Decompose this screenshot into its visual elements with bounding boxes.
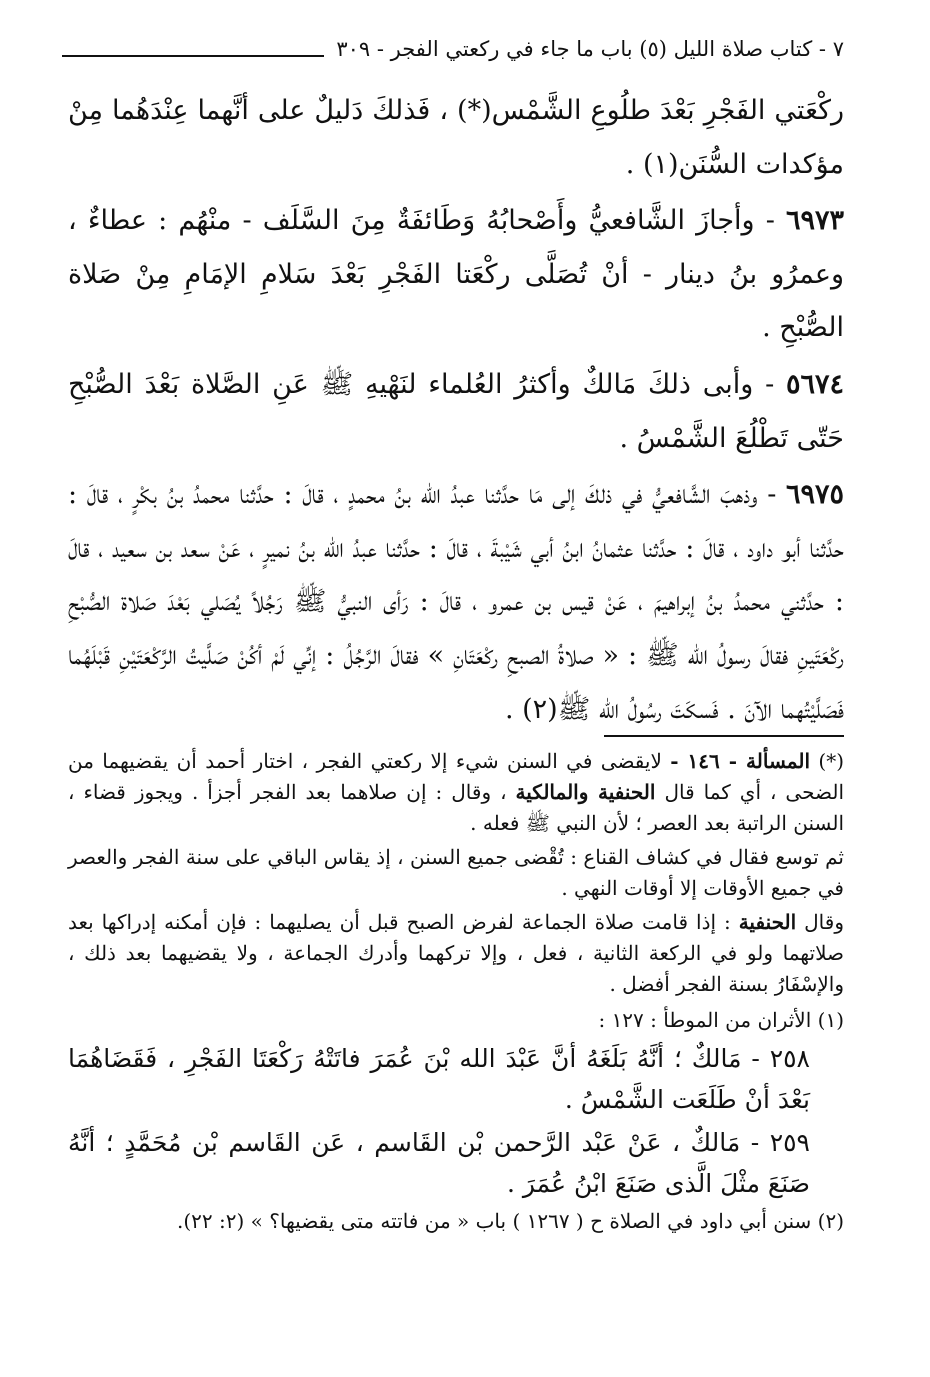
footnote-1-heading: (١) الأثران من الموطأ : ١٢٧ :	[598, 1008, 844, 1032]
paragraph-6975	[68, 468, 844, 736]
header-rule	[62, 55, 324, 57]
running-header	[62, 32, 844, 66]
footnote-text: وقال	[796, 910, 844, 934]
footnote-text: ، وقال : إن صلاهما بعد الفجر أجزأ . ويجوز قضاء ، السنن الراتبة بعد العصر ؛ لأن النبي ﷺ فعله .	[68, 780, 844, 835]
footnote-bold-term: الحنفية	[738, 910, 797, 934]
paragraph-text: - وأبى ذلكَ مَالكٌ وأكثرُ العُلماء لنَهْيهِ ﷺ عَنِ الصَّلاة بَعْدَ الصُّبْحِ حَتّى تَطْلُعَ الشَّمْسُ .	[68, 368, 844, 454]
paragraph-number: ٦٩٧٣	[785, 205, 844, 237]
paragraph-text: - وأجازَ الشَّافعيُّ وأَصْحابُهُ وَطَائفَةٌ مِنَ السَّلَف - منْهُم : عطاءٌ ، وعمرُو بنُ دينار - أنْ تُصَلَّى ركْعَتا الفَجْرِ بَعْدَ سَلامِ الإمَامِ مِنْ صَلاة الصُّبْحِ .	[68, 205, 844, 344]
footnote-marker: (*)	[818, 749, 844, 773]
paragraph-5674	[68, 358, 844, 465]
paragraph-text: ركْعَتي الفَجْرِ بَعْدَ طلُوعِ الشَّمْس(*) ، فَذلكَ دَليلٌ على أنَّهما عِنْدَهُما مِنْ مؤكدات السُّنَن(١) .	[68, 95, 844, 180]
footnote-divider	[604, 735, 844, 737]
footnote-text: لايقضى في السنن شيء إلا ركعتي الفجر ، اختار أحمد أن يقضيهما من الضحى ، أي كما قال	[68, 749, 845, 804]
paragraph-6973	[68, 194, 844, 355]
paragraph-continuation	[68, 84, 844, 191]
paragraph-text: - وذهبَ الشَّافعيُّ في ذلكَ إلى مَا حدَّثنا عبدُ الله بنُ محمدٍ ، قالَ : حدَّثنا محمدُ بنُ بكْرٍ ، قالَ : حدَّثنا أبو داود ، قالَ : حدَّثنا عثمانُ ابنُ أبي شَيْبةَ ، قالَ : حدَّثنا عبدُ الله بنُ نميرٍ ، عَنْ سعد بن سعيد ، قالَ : حدَّثني محمدُ بنُ إبراهيمَ ، عَنْ قيس بن عمرو ، قالَ : رَأى النبيُّ ﷺ رَجُلاً يُصَلي بَعْدَ صَلاة الصُّبْحِ ركْعَتَينِ فقالَ رسولُ الله ﷺ : « صلاةُ الصبحِ ركْعَتَانِ » فقالَ الرَّجُلُ : إنِّي لَمْ أكُنْ صَلَّيتُ الرَّكْعَتَيْنِ قَبْلَهُما فَصَلَّيْتُهما الآنَ . فَسكَتَ رسُولُ الله ﷺ(٢) .	[68, 479, 844, 725]
main-text	[68, 84, 844, 736]
running-header-title: ٧ - كتاب صلاة الليل (٥) باب ما جاء في ركعتي الفجر - ٣٠٩	[336, 36, 844, 61]
footnotes	[68, 746, 844, 1237]
footnote-hanafiyya	[68, 907, 844, 1000]
footnote-bold-term: الحنفية والمالكية	[515, 780, 656, 804]
paragraph-number: ٥٦٧٤	[785, 368, 844, 400]
footnote-issue-label: المسألة - ١٤٦ -	[670, 749, 811, 773]
footnote-star	[68, 746, 844, 839]
footnote-1-hadith-259: ٢٥٩ - مَالكٌ ، عَنْ عَبْد الرَّحمن بْن القَاسم ، عَن القَاسم بْن مُحَمَّدٍ ؛ أنَّهُ صَنَعَ مثْلَ الَّذى صَنَعَ ابْنُ عُمَرَ .	[68, 1128, 810, 1198]
footnote-kashshaf: ثم توسع فقال في كشاف القناع : تُقْضى جميع السنن ، إذ يقاس الباقي على سنة الفجر والعصر في جميع الأوقات إلا أوقات النهي .	[68, 845, 844, 900]
footnote-1-hadith-258: ٢٥٨ - مَالكٌ ؛ أنَّهُ بَلَغَهُ أنَّ عَبْدَ الله بْنَ عُمَرَ فاتَتْهُ رَكْعَتَا الفَجْرِ ، فَقَضَاهُمَا بَعْدَ أنْ طَلَعَت الشَّمْسُ .	[68, 1044, 810, 1114]
footnote-text: : إذا قامت صلاة الجماعة لفرض الصبح قبل أن يصليهما : فإن أمكنه إدراكها بعد صلاتهما ولو في الركعة الثانية ، فعل ، وإلا تركهما وأدرك الجماعة ، ولا يقضيهما بعد ذلك ، والإسْفَارُ بسنة الفجر أفضل .	[68, 910, 844, 996]
footnote-2: (٢) سنن أبي داود في الصلاة ح ( ١٢٦٧ ) باب « من فاتته متى يقضيها؟ » (٢: ٢٢).	[176, 1209, 844, 1233]
paragraph-number: ٦٩٧٥	[785, 479, 844, 511]
